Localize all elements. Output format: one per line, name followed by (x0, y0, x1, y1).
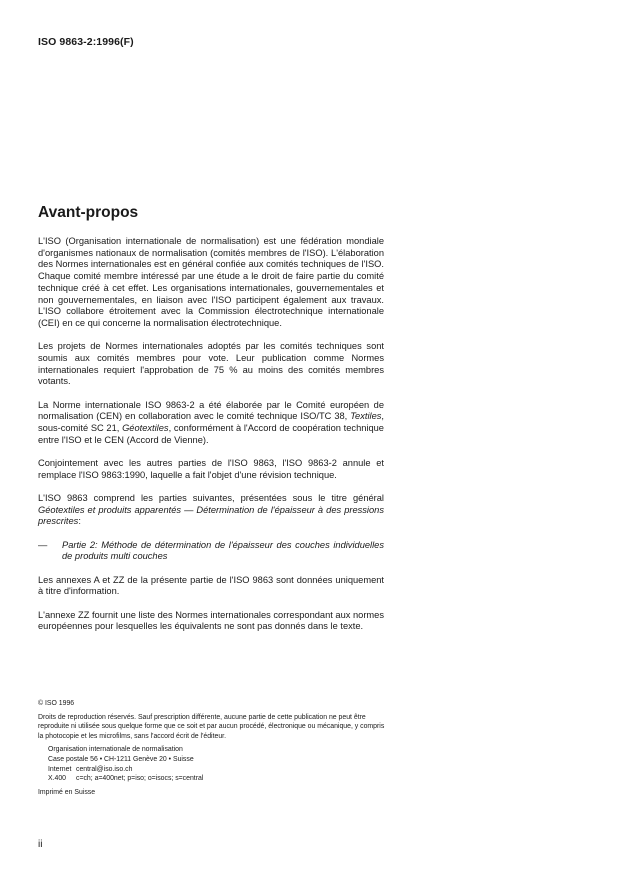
paragraph-parts-list (38, 493, 384, 528)
rights-notice: Droits de reproduction réservés. Sauf prescription différente, aucune partie de cette publication ne peut être reproduite ni utilisée sous quelque forme que ce soit et par aucun procédé, électronique ou mécanique, y compris la photocopie et les microfilms, sans l'accord écrit de l'éditeur. (38, 713, 385, 740)
page-number: ii (38, 839, 43, 850)
x400-row (48, 774, 386, 784)
paragraph-annex-zz: L'annexe ZZ fournit une liste des Normes internationales correspondant aux normes européennes pour lesquelles les équivalents ne sont pas donnés dans le texte. (38, 609, 384, 632)
postal-address: Case postale 56 • CH-1211 Genève 20 • Suisse (48, 755, 194, 763)
dash-bullet: — (38, 539, 48, 550)
document-id-header: ISO 9863-2:1996(F) (38, 36, 134, 48)
italic-general-title: Géotextiles et produits apparentés — Détermination de l'épaisseur à des pressions prescrites (38, 504, 384, 527)
italic-textiles: Textiles (350, 411, 382, 422)
paragraph-annexes: Les annexes A et ZZ de la présente partie de l'ISO 9863 sont données uniquement à titre d'information. (38, 574, 384, 597)
copyright-line: © ISO 1996 (38, 700, 75, 707)
internet-label: Internet (48, 765, 72, 773)
text-run: : (78, 516, 81, 527)
publisher-address (48, 745, 386, 783)
paragraph-replacement: Conjointement avec les autres parties de l'ISO 9863, l'ISO 9863-2 annule et remplace l'ISO 9863:1990, laquelle a fait l'objet d'une révision technique. (38, 458, 384, 480)
x400-label: X.400 (48, 775, 67, 783)
section-title: Avant-propos (38, 204, 139, 221)
part-2-title: Partie 2: Méthode de détermination de l'épaisseur des couches individuelles de produits multi couches (62, 539, 384, 562)
text-run: La Norme internationale ISO 9863-2 a été élaborée par le Comité européen de normalisation (CEN) en collaboration avec le comité technique ISO/TC 38, (38, 399, 384, 422)
italic-geotextiles: Géotextiles (122, 423, 169, 434)
paragraph-iso-intro: L'ISO (Organisation internationale de normalisation) est une fédération mondiale d'organismes nationaux de normalisation (comités membres de l'ISO). L'élaboration des Normes internationales est en général confiée aux comités techniques de l'ISO. Chaque comité membre intéressé par une étude a le droit de faire partie du comité technique créé à cet effet. Les organisations internationales, gouvernementales et non gouvernementales, en liaison avec l'ISO participent également aux travaux. L'ISO collabore étroitement avec la Commission électrotechnique internationale (CEI) en ce qui concerne la normalisation électrotechnique. (38, 236, 384, 328)
text-run: , sous-comité SC 21, (38, 411, 384, 434)
foreword-body (38, 236, 384, 645)
internet-address: central@iso.iso.ch (76, 765, 133, 773)
text-run: L'ISO 9863 comprend les parties suivantes, présentées sous le titre général (38, 493, 384, 504)
x400-address: c=ch; a=400net; p=iso; o=isocs; s=central (76, 775, 204, 783)
organization-name: Organisation internationale de normalisation (48, 746, 183, 754)
printed-in: Imprimé en Suisse (38, 788, 96, 796)
list-item-part-2 (38, 540, 384, 563)
paragraph-prepared-by (38, 400, 384, 447)
paragraph-voting: Les projets de Normes internationales adoptés par les comités techniques sont soumis aux comités membres pour vote. Leur publication comme Normes internationales requiert l'approbation de 75 % au moins des comités membres votants. (38, 341, 384, 387)
internet-row (48, 765, 386, 775)
text-run: , conformément à l'Accord de coopération technique entre l'ISO et le CEN (Accord de Vienne). (38, 423, 384, 445)
copyright-footer (38, 699, 386, 801)
